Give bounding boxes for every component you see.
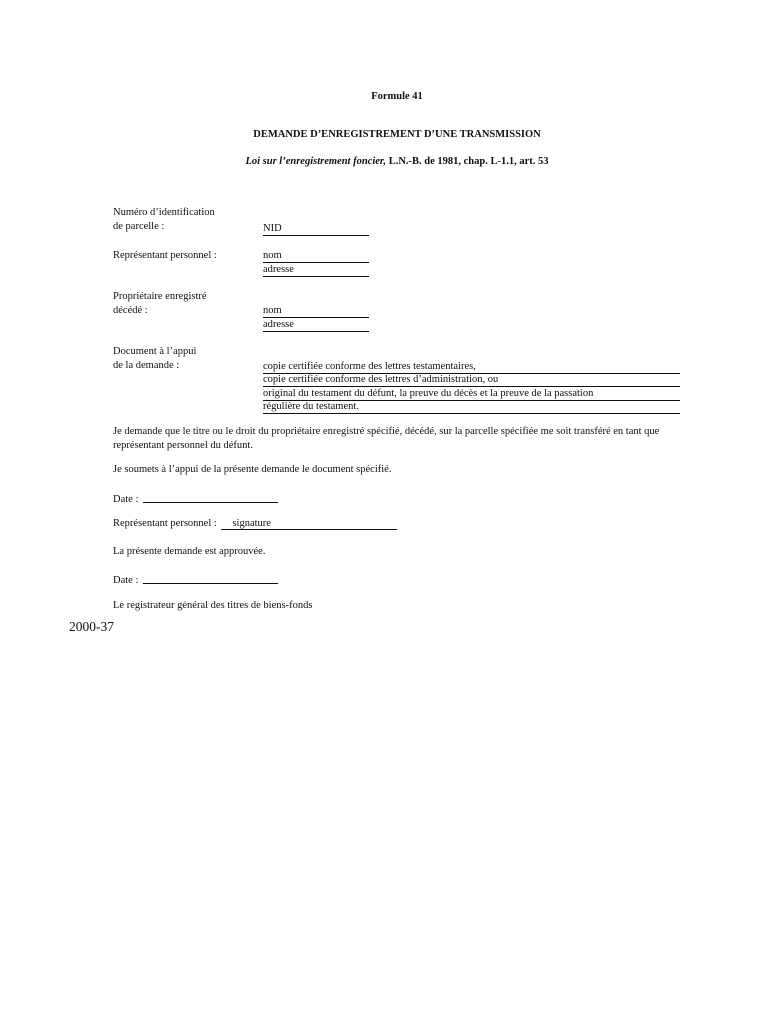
supporting-document-label xyxy=(113,345,196,373)
pid-field[interactable]: NID xyxy=(263,222,369,236)
form-title: DEMANDE D’ENREGISTREMENT D’UNE TRANSMISSION xyxy=(253,129,541,140)
deceased-owner-label-line2: décédé : xyxy=(113,305,148,316)
representative-name-field[interactable]: nom xyxy=(263,249,369,263)
supporting-document-label-line2: de la demande : xyxy=(113,360,180,371)
deceased-owner-label xyxy=(113,290,207,318)
representative-address-field[interactable]: adresse xyxy=(263,263,369,277)
submit-paragraph: Je soumets à l’appui de la présente demande le document spécifié. xyxy=(113,464,392,475)
signature-label: Représentant personnel : xyxy=(113,518,217,529)
form-number: Formule 41 xyxy=(371,91,423,102)
representative-label: Représentant personnel : xyxy=(113,250,217,261)
document-option[interactable]: copie certifiée conforme des lettres testamentaires, xyxy=(263,360,680,374)
supporting-document-label-line1: Document à l’appui xyxy=(113,346,197,357)
deceased-owner-address-field[interactable]: adresse xyxy=(263,318,369,332)
date-row xyxy=(113,492,278,505)
date-field[interactable] xyxy=(143,492,278,503)
pid-label-line1: Numéro d’identification xyxy=(113,207,215,218)
document-option[interactable]: original du testament du défunt, la preuve du décès et la preuve de la passation xyxy=(263,387,680,401)
date-label: Date : xyxy=(113,494,139,505)
deceased-owner-name-field[interactable]: nom xyxy=(263,304,369,318)
registrar-title: Le registrateur général des titres de biens-fonds xyxy=(113,600,313,611)
statute-citation: L.N.-B. de 1981, chap. L-1.1, art. 53 xyxy=(386,156,549,167)
signature-row xyxy=(113,518,397,530)
deceased-owner-label-line1: Propriétaire enregistré xyxy=(113,291,207,302)
pid-label xyxy=(113,206,215,234)
pid-label-line2: de parcelle : xyxy=(113,221,165,232)
document-option[interactable]: régulière du testament. xyxy=(263,400,680,414)
amendment-number: 2000-37 xyxy=(69,619,114,634)
date-row-2 xyxy=(113,573,278,586)
statute-name: Loi sur l’enregistrement foncier, xyxy=(245,156,387,167)
date-field-2[interactable] xyxy=(143,573,278,584)
approval-text: La présente demande est approuvée. xyxy=(113,546,266,557)
document-option[interactable]: copie certifiée conforme des lettres d’administration, ou xyxy=(263,373,680,387)
statute-reference xyxy=(0,156,770,167)
date-label-2: Date : xyxy=(113,575,139,586)
request-paragraph: Je demande que le titre ou le droit du propriétaire enregistré spécifié, décédé, sur la parcelle spécifiée me soit transféré en tant que représentant personnel du défunt. xyxy=(113,426,660,451)
signature-field[interactable]: signature xyxy=(221,518,397,530)
